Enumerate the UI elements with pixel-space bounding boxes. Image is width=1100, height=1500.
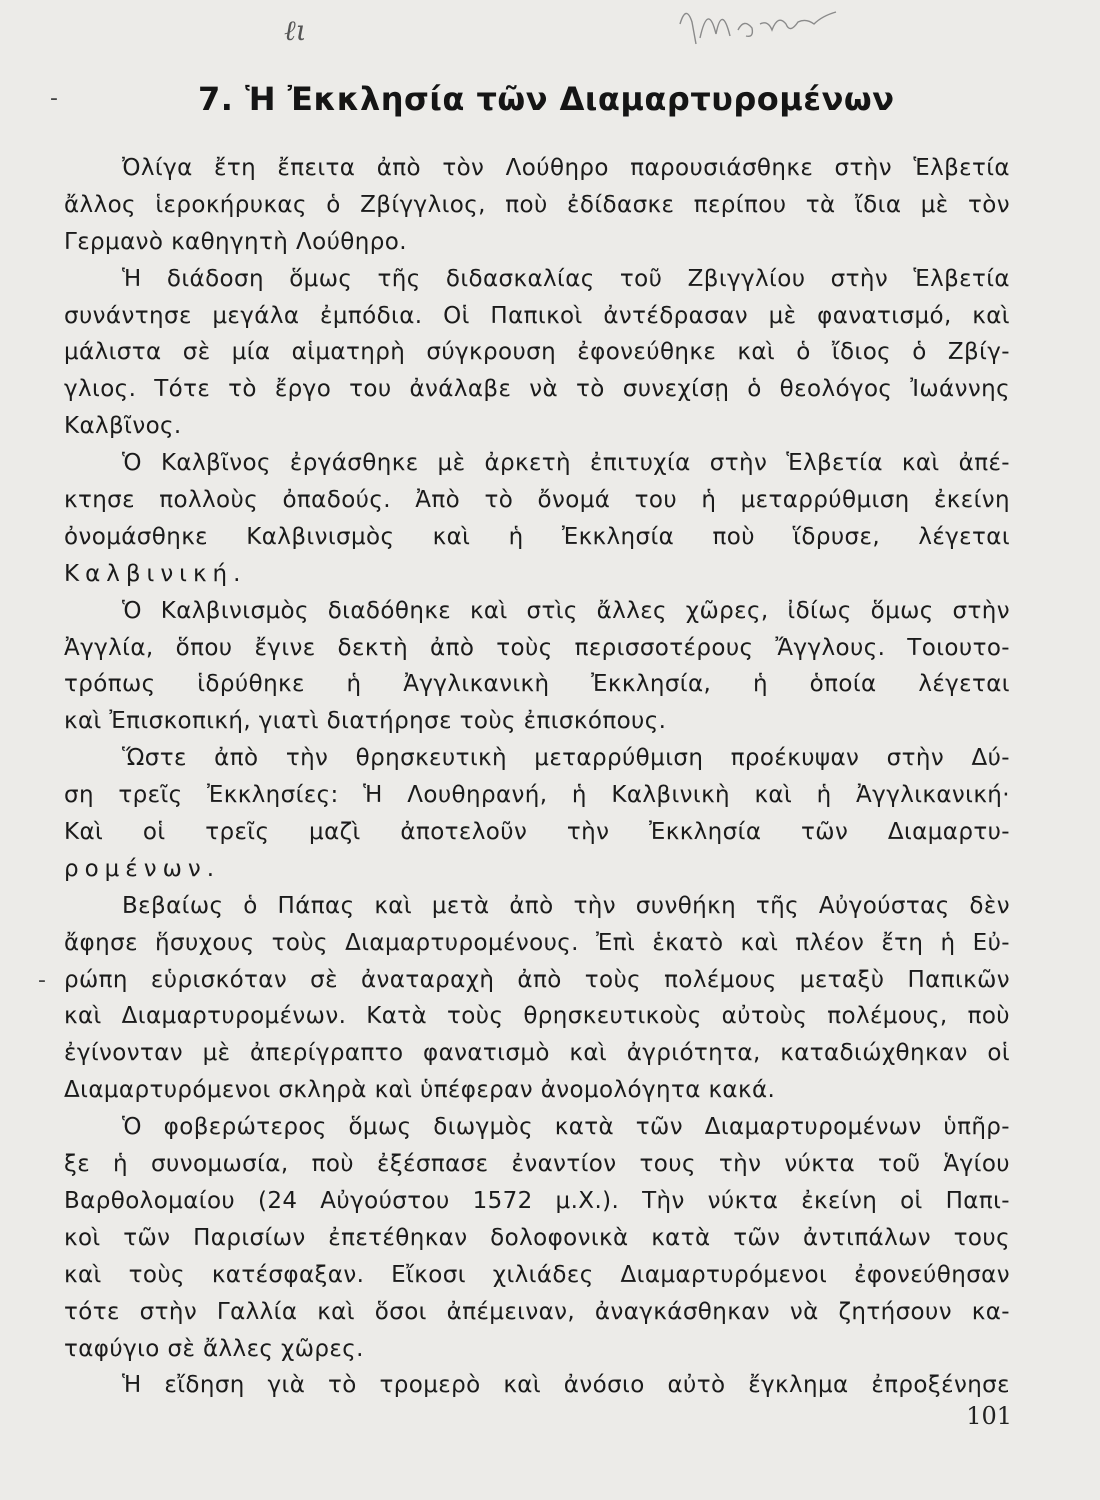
text-line: Ὀλίγα ἔτη ἔπειτα ἀπὸ τὸν Λούθηρο παρουσιάσθηκε στὴν Ἑλβετία: [122, 155, 1010, 181]
text-line: καὶ τοὺς κατέσφαξαν. Εἴκοσι χιλιάδες Διαμαρτυρόμενοι ἐφονεύθησαν: [64, 1261, 1010, 1288]
text-line: συνάντησε μεγάλα ἐμπόδια. Οἱ Παπικοὶ ἀντέδρασαν μὲ φανατισμό, καὶ: [64, 302, 1010, 329]
text-line: ἄφησε ἥσυχους τοὺς Διαμαρτυρομένους. Ἐπὶ ἑκατὸ καὶ πλέον ἔτη ἡ Εὐ-: [64, 929, 1010, 956]
text-line: Ὁ Καλβῖνος ἐργάσθηκε μὲ ἀρκετὴ ἐπιτυχία στὴν Ἑλβετία καὶ ἀπέ-: [122, 450, 1010, 477]
text-line: Ὥστε ἀπὸ τὴν θρησκευτικὴ μεταρρύθμιση προέκυψαν στὴν Δύ-: [122, 745, 1010, 772]
text-line: ὀνομάσθηκε Καλβινισμὸς καὶ ἡ Ἐκκλησία ποὺ ἵδρυσε, λέγεται: [64, 523, 1010, 550]
text-line: Ἡ διάδοση ὅμως τῆς διδασκαλίας τοῦ Ζβιγγλίου στὴν Ἑλβετία: [122, 265, 1010, 292]
text-line: ρώπη εὑρισκόταν σὲ ἀναταραχὴ ἀπὸ τοὺς πολέμους μεταξὺ Παπικῶν: [64, 966, 1010, 993]
text-line: κοὶ τῶν Παρισίων ἐπετέθηκαν δολοφονικὰ κατὰ τῶν ἀντιπάλων τους: [64, 1224, 1010, 1251]
text-line: καὶ Ἐπισκοπική, γιατὶ διατήρησε τοὺς ἐπισκόπους.: [64, 708, 667, 735]
page-number: 101: [966, 1402, 1012, 1430]
text-line: τότε στὴν Γαλλία καὶ ὅσοι ἀπέμειναν, ἀναγκάσθηκαν νὰ ζητήσουν κα-: [64, 1298, 1010, 1325]
text-line: ἄλλος ἱεροκήρυκας ὁ Ζβίγγλιος, ποὺ ἐδίδασκε περίπου τὰ ἴδια μὲ τὸν: [64, 191, 1010, 218]
text-line: τρόπως ἱδρύθηκε ἡ Ἀγγλικανικὴ Ἐκκλησία, ἡ ὁποία λέγεται: [64, 671, 1010, 698]
corner-scribble: [284, 14, 307, 48]
text-line: Ὁ φοβερώτερος ὅμως διωγμὸς κατὰ τῶν Διαμαρτυρομένων ὑπῆρ-: [122, 1114, 1010, 1141]
text-line: Καὶ οἱ τρεῖς μαζὶ ἀποτελοῦν τὴν Ἐκκλησία τῶν Διαμαρτυ-: [64, 819, 1010, 846]
text-line: Γερμανὸ καθηγητὴ Λούθηρο.: [64, 228, 407, 255]
text-line: Καλβινική.: [64, 560, 247, 587]
handwritten-note: [660, 0, 860, 54]
text-line: μάλιστα σὲ μία αἱματηρὴ σύγκρουση ἐφονεύθηκε καὶ ὁ ἴδιος ὁ Ζβίγ-: [64, 339, 1010, 366]
corner-scribble-text: ℓι: [284, 14, 307, 47]
text-line: Ἡ εἴδηση γιὰ τὸ τρομερὸ καὶ ἀνόσιο αὐτὸ ἔγκλημα ἐπροξένησε: [122, 1372, 1010, 1399]
text-line: κτησε πολλοὺς ὀπαδούς. Ἀπὸ τὸ ὄνομά του ἡ μεταρρύθμιση ἐκείνη: [64, 487, 1010, 514]
chapter-title: 7. Ἡ Ἐκκλησία τῶν Διαμαρτυρομένων: [198, 80, 895, 118]
body-text: [64, 150, 1010, 1404]
text-line: ἐγίνονταν μὲ ἀπερίγραπτο φανατισμὸ καὶ ἀγριότητα, καταδιώχθηκαν οἱ: [64, 1040, 1010, 1067]
text-line: ρομένων.: [64, 855, 221, 882]
text-line: ξε ἡ συνομωσία, ποὺ ἐξέσπασε ἐναντίον τους τὴν νύκτα τοῦ Ἁγίου: [64, 1151, 1010, 1178]
text-line: Βεβαίως ὁ Πάπας καὶ μετὰ ἀπὸ τὴν συνθήκη τῆς Αὐγούστας δὲν: [122, 892, 1010, 919]
text-line: καὶ Διαμαρτυρομένων. Κατὰ τοὺς θρησκευτικοὺς αὐτοὺς πολέμους, ποὺ: [64, 1003, 1010, 1030]
text-line: Διαμαρτυρόμενοι σκληρὰ καὶ ὑπέφεραν ἀνομολόγητα κακά.: [64, 1077, 776, 1104]
text-line: Βαρθολομαίου (24 Αὐγούστου 1572 μ.Χ.). Τὴν νύκτα ἐκείνη οἱ Παπι-: [64, 1187, 1010, 1214]
margin-mark: -: [38, 968, 46, 993]
margin-mark: -: [50, 86, 58, 111]
text-line: ταφύγιο σὲ ἄλλες χῶρες.: [64, 1335, 364, 1362]
text-line: Καλβῖνος.: [64, 413, 182, 440]
text-line: ση τρεῖς Ἐκκλησίες: Ἡ Λουθηρανή, ἡ Καλβινικὴ καὶ ἡ Ἀγγλικανική·: [64, 782, 1010, 809]
text-line: γλιος. Τότε τὸ ἔργο του ἀνάλαβε νὰ τὸ συνεχίσῃ ὁ θεολόγος Ἰωάννης: [64, 376, 1010, 403]
text-line: Ἀγγλία, ὅπου ἔγινε δεκτὴ ἀπὸ τοὺς περισσοτέρους Ἄγγλους. Τοιουτο-: [64, 634, 1010, 661]
text-line: Ὁ Καλβινισμὸς διαδόθηκε καὶ στὶς ἄλλες χῶρες, ἰδίως ὅμως στὴν: [122, 597, 1010, 624]
